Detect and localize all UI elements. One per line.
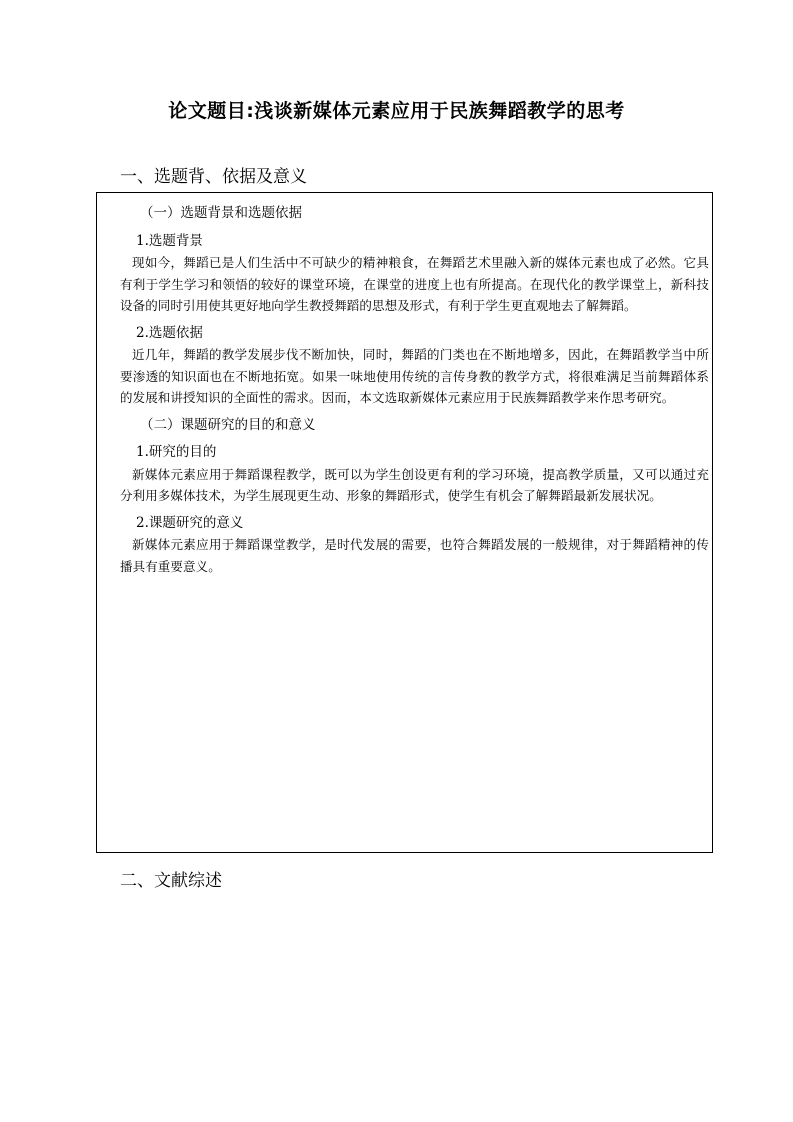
paragraph-basis: 近几年，舞蹈的教学发展步伐不断加快，同时，舞蹈的门类也在不断地增多，因此，在舞蹈教学当中所要渗透的知识面也在不断地拓宽。如果一味地使用传统的言传身教的教学方式，将很难满足当前舞蹈体系的发展和讲授知识的全面性的需求。因而，本文选取新媒体元素应用于民族舞蹈教学来作思考研究。 <box>120 347 709 405</box>
item-heading-basis: 2.选题依据 <box>136 324 203 341</box>
item-heading-background: 1.选题背景 <box>136 232 203 249</box>
item-heading-purpose: 1.研究的目的 <box>136 444 217 460</box>
paragraph-purpose: 新媒体元素应用于舞蹈课程教学，既可以为学生创设更有利的学习环境，提高教学质量，又可以通过充分利用多媒体技术，为学生展现更生动、形象的舞蹈形式，使学生有机会了解舞蹈最新发展状况。 <box>120 466 709 503</box>
subsection-heading-background: （一）选题背景和选题依据 <box>140 205 302 221</box>
document-title: 论文题目:浅谈新媒体元素应用于民族舞蹈教学的思考 <box>168 100 625 122</box>
section-heading-2: 二、文献综述 <box>120 871 222 891</box>
subsection-heading-purpose-significance: （二）课题研究的目的和意义 <box>140 416 316 433</box>
paragraph-significance: 新媒体元素应用于舞蹈课堂教学，是时代发展的需要，也符合舞蹈发展的一般规律，对于舞蹈精神的传播具有重要意义。 <box>120 537 709 574</box>
item-heading-significance: 2.课题研究的意义 <box>136 514 244 531</box>
paragraph-background: 现如今，舞蹈已是人们生活中不可缺少的精神粮食，在舞蹈艺术里融入新的媒体元素也成了必然。它具有利于学生学习和领悟的较好的课堂环境，在课堂的进度上也有所提高。在现代化的教学课堂上，新科技设备的同时引用使其更好地向学生教授舞蹈的思想及形式，有利于学生更直观地去了解舞蹈。 <box>120 255 709 313</box>
section-heading-1: 一、选题背、依据及意义 <box>120 167 307 187</box>
section-1-content <box>120 200 709 583</box>
